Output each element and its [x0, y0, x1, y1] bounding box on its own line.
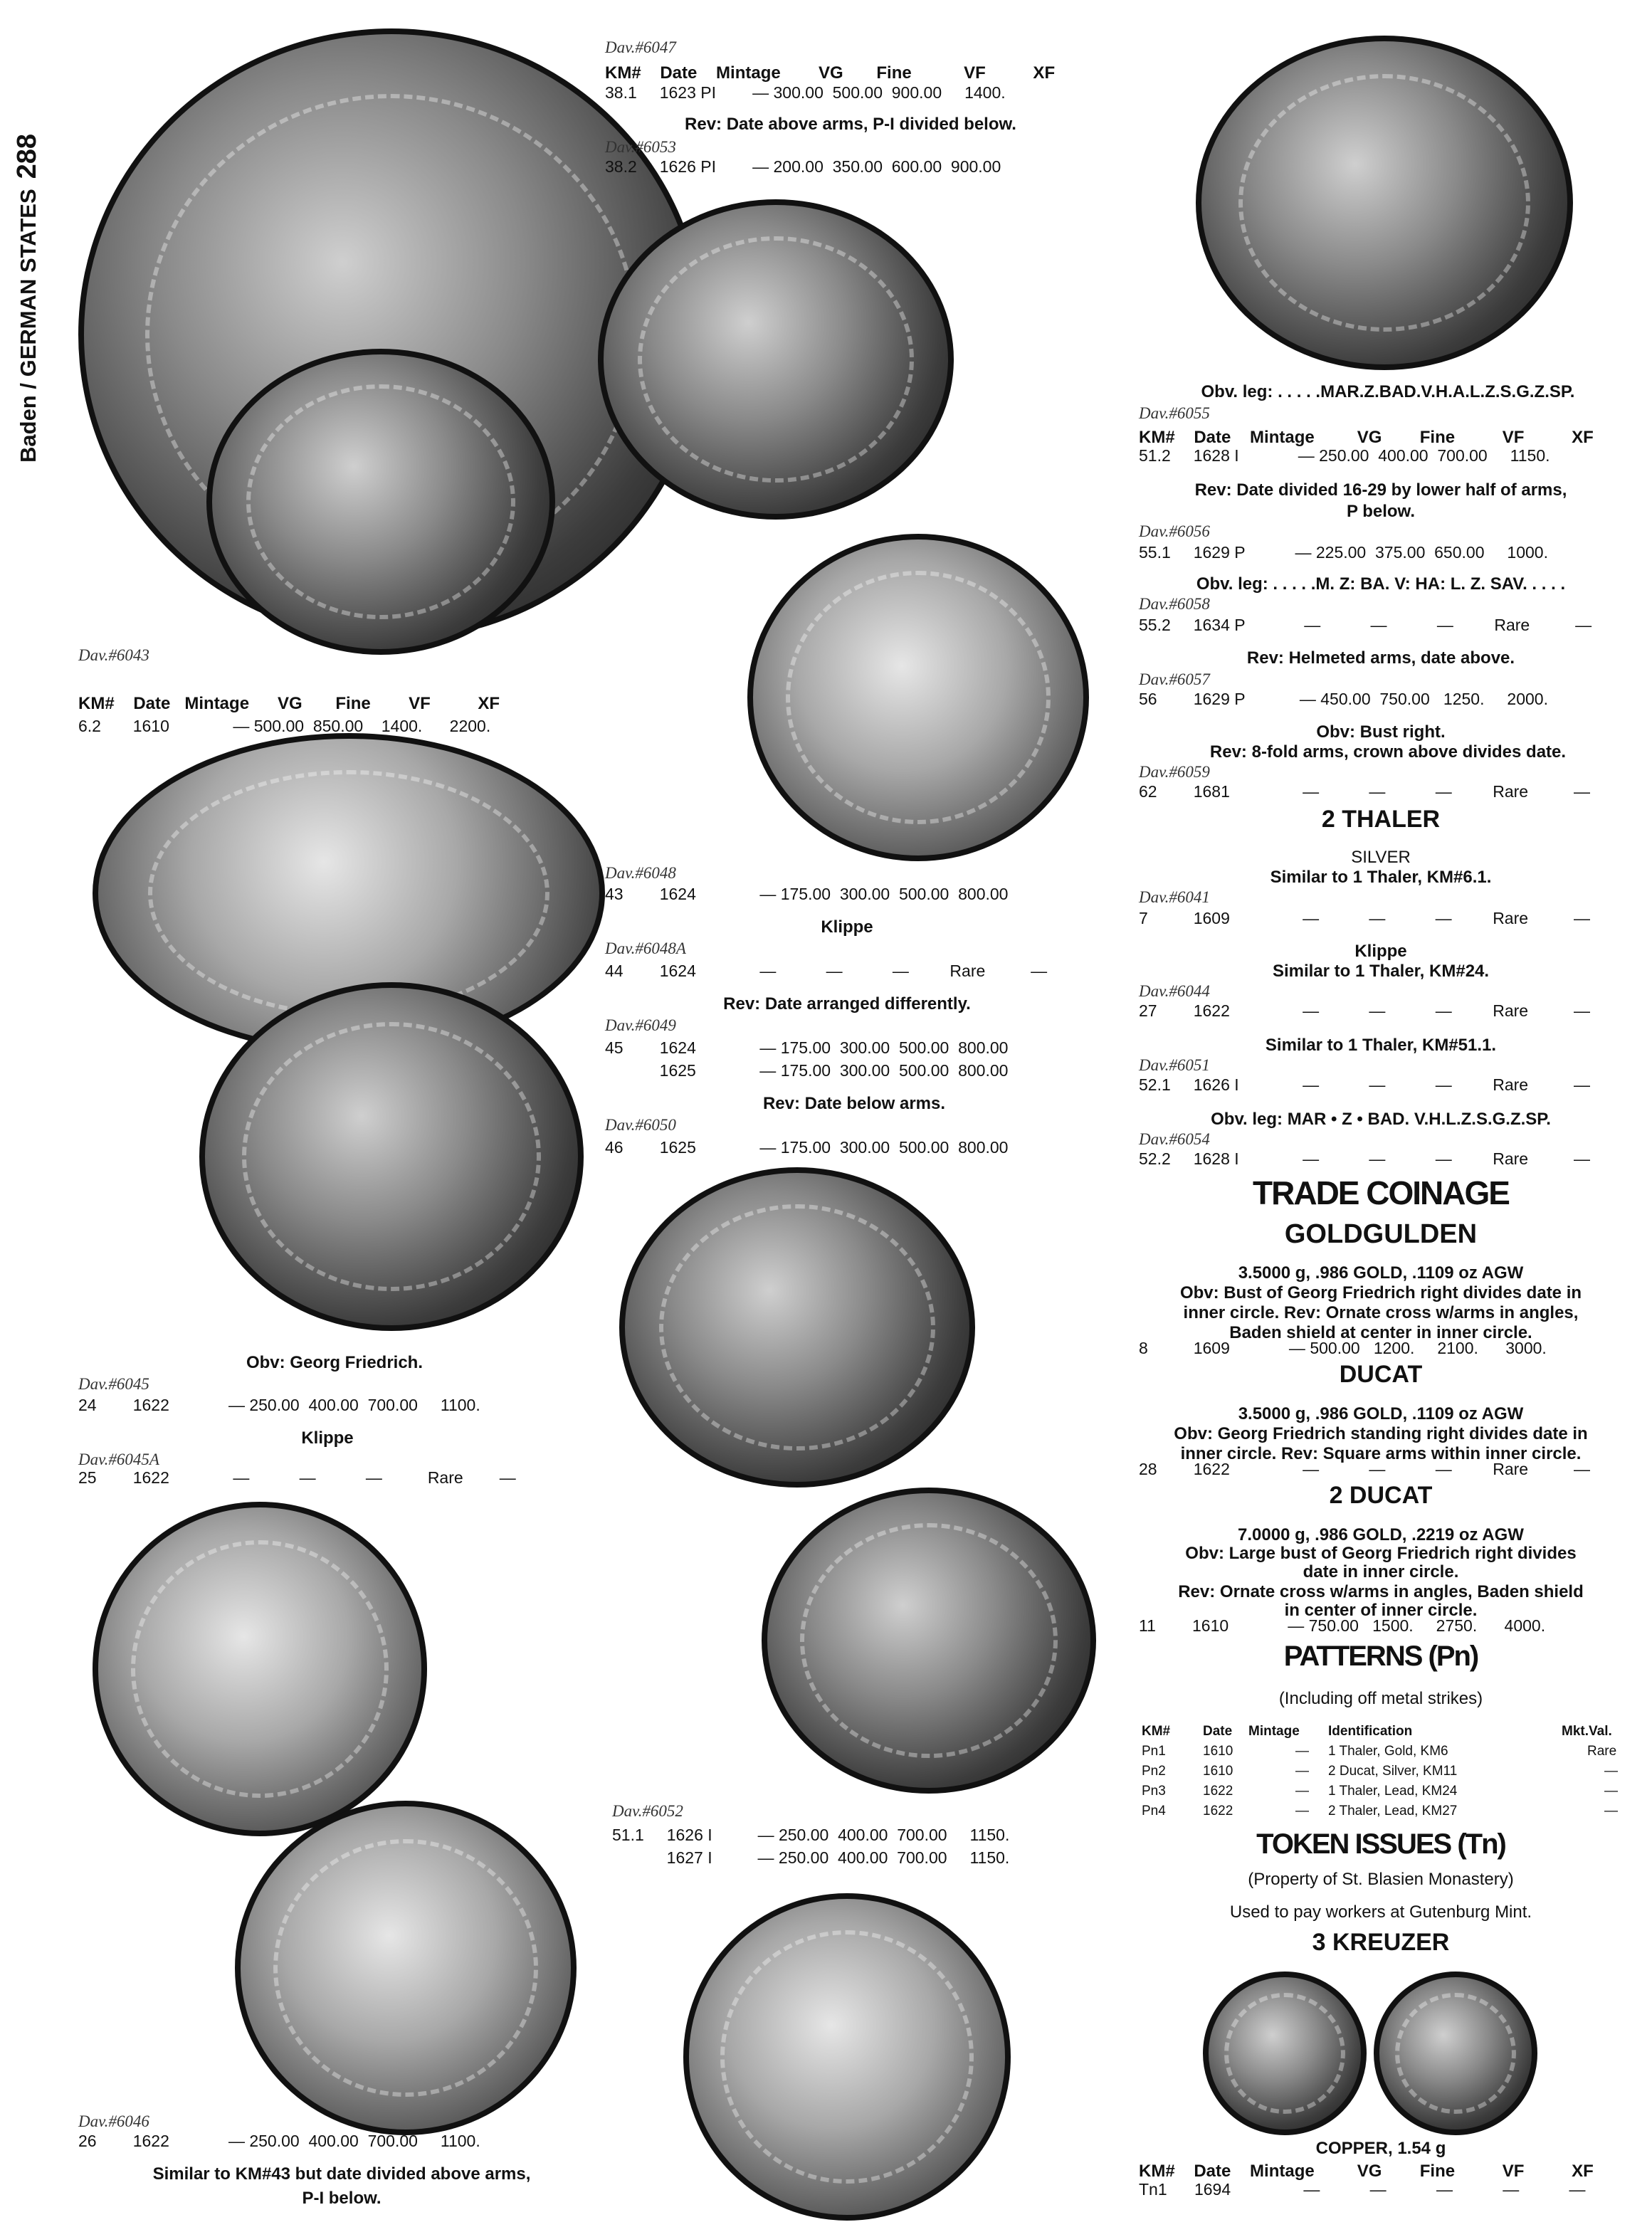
pattern-row-identification: 1 Thaler, Lead, KM24: [1328, 1784, 1458, 1799]
dav-6045a: Dav.#6045A: [78, 1452, 159, 1469]
heading-ducat: DUCAT: [1339, 1361, 1423, 1388]
heading-2-thaler: 2 THALER: [1321, 806, 1441, 833]
pattern-row-value: Rare: [1587, 1744, 1617, 1759]
2ducat-desc-3: Rev: Ornate cross w/arms in angles, Baden shield: [1178, 1581, 1584, 1601]
table-row-6056: 55.1 1629 P — 225.00 375.00 650.00 1000.: [1139, 545, 1548, 562]
caption-obv-bust: Obv: Bust right.: [1316, 722, 1446, 742]
token-usage-note: Used to pay workers at Gutenburg Mint.: [1229, 1902, 1532, 1922]
pattern-row-km: Pn4: [1142, 1804, 1166, 1819]
pattern-row-km: Pn1: [1142, 1744, 1166, 1759]
heading-token-issues: TOKEN ISSUES (Tn): [1256, 1829, 1505, 1860]
pattern-row-date: 1610: [1203, 1764, 1233, 1779]
note-6046-line2: P-I below.: [302, 2188, 382, 2208]
heading-trade-coinage: TRADE COINAGE: [1253, 1174, 1509, 1211]
dav-6057: Dav.#6057: [1139, 672, 1210, 689]
pattern-row-mintage: —: [1295, 1784, 1309, 1799]
dav-6056: Dav.#6056: [1139, 524, 1210, 541]
token-reverse: [1374, 1972, 1537, 2135]
table-header: KM# Date Mintage VG Fine VF XF: [1139, 427, 1594, 447]
pattern-header-mktval: Mkt.Val.: [1562, 1724, 1612, 1739]
pattern-row-value: —: [1604, 1804, 1618, 1819]
pattern-header-date: Date: [1203, 1724, 1233, 1739]
caption-rev-below: Rev: Date below arms.: [762, 1093, 946, 1113]
heading-3-kreuzer: 3 KREUZER: [1312, 1929, 1450, 1956]
dav-6048: Dav.#6048: [605, 865, 676, 883]
table-row-6046: 26 1622 — 250.00 400.00 700.00 1100.: [78, 2134, 480, 2151]
caption-klippe: Klippe: [301, 1428, 354, 1448]
pattern-header-identification: Identification: [1328, 1724, 1413, 1739]
table-row-6057: 56 1629 P — 450.00 750.00 1250. 2000.: [1139, 692, 1548, 709]
pattern-row-mintage: —: [1295, 1764, 1309, 1779]
pattern-row-date: 1622: [1203, 1784, 1233, 1799]
pattern-row-mintage: —: [1295, 1744, 1309, 1759]
pattern-row-mintage: —: [1295, 1804, 1309, 1819]
ducat-desc-1: Obv: Georg Friedrich standing right divides date in: [1174, 1423, 1588, 1443]
coin-reverse-6048: [747, 534, 1089, 861]
pattern-row-identification: 2 Ducat, Silver, KM11: [1328, 1764, 1458, 1779]
table-row-tn1: Tn1 1694 — — — — —: [1139, 2182, 1586, 2199]
caption-rev-differently: Rev: Date arranged differently.: [723, 994, 971, 1014]
ducat-spec: 3.5000 g, .986 GOLD, .1109 oz AGW: [1238, 1404, 1524, 1423]
obverse-legend-3: Obv. leg: MAR • Z • BAD. V.H.L.Z.S.G.Z.SP.: [1211, 1109, 1551, 1129]
table-row-6052-1627: 1627 I — 250.00 400.00 700.00 1150.: [612, 1851, 1010, 1868]
token-metal: COPPER, 1.54 g: [1315, 2138, 1446, 2158]
table-row-6048: 43 1624 — 175.00 300.00 500.00 800.00: [605, 887, 1009, 904]
caption-rev-1629-line1: Rev: Date divided 16-29 by lower half of arms,: [1194, 480, 1567, 500]
table-row-6053: 38.2 1626 PI — 200.00 350.00 600.00 900.00: [605, 159, 1001, 177]
pattern-row-date: 1622: [1203, 1804, 1233, 1819]
caption-rev-pi: Rev: Date above arms, P-I divided below.: [685, 114, 1016, 134]
2ducat-desc-2: date in inner circle.: [1303, 1562, 1459, 1581]
dav-6044: Dav.#6044: [1139, 984, 1210, 1001]
dav-6043: Dav.#6043: [78, 648, 149, 665]
caption-klippe: Klippe: [821, 917, 873, 937]
dav-6054: Dav.#6054: [1139, 1132, 1210, 1149]
coin-reverse-6052: [762, 1488, 1096, 1794]
obverse-legend-1: Obv. leg: . . . . .MAR.Z.BAD.V.H.A.L.Z.S.G.Z.SP.: [1201, 381, 1575, 401]
dav-6041: Dav.#6041: [1139, 890, 1210, 907]
2ducat-desc-4: in center of inner circle.: [1284, 1600, 1478, 1620]
table-row-6051: 52.1 1626 I — — — Rare —: [1139, 1078, 1590, 1095]
table-row-goldgulden: 8 1609 — 500.00 1200. 2100. 3000.: [1139, 1341, 1547, 1358]
table-header: KM# Date Mintage VG Fine VF XF: [605, 63, 1056, 83]
running-header: [13, 28, 56, 463]
caption-similar-51-1: Similar to 1 Thaler, KM#51.1.: [1265, 1035, 1497, 1055]
pattern-header-mintage: Mintage: [1248, 1724, 1300, 1739]
coin-obverse-6046: [93, 1502, 427, 1836]
pattern-row-value: —: [1604, 1764, 1618, 1779]
pattern-header-km: KM#: [1142, 1724, 1171, 1739]
coin-reverse-6046: [235, 1801, 577, 2135]
goldgulden-spec: 3.5000 g, .986 GOLD, .1109 oz AGW: [1238, 1263, 1524, 1283]
table-row-6044: 27 1622 — — — Rare —: [1139, 1004, 1590, 1021]
table-row-6050: 46 1625 — 175.00 300.00 500.00 800.00: [605, 1140, 1009, 1157]
table-row-ducat: 28 1622 — — — Rare —: [1139, 1462, 1590, 1479]
dav-6052: Dav.#6052: [612, 1804, 683, 1821]
token-obverse: [1203, 1972, 1367, 2135]
dav-6045: Dav.#6045: [78, 1376, 149, 1394]
dav-6058: Dav.#6058: [1139, 596, 1210, 614]
obverse-legend-2: Obv. leg: . . . . .M. Z: BA. V: HA: L. Z. SAV. . . . .: [1196, 574, 1566, 594]
dav-6059: Dav.#6059: [1139, 764, 1210, 781]
table-row-6058: 55.2 1634 P — — — Rare —: [1139, 618, 1592, 635]
pattern-row-identification: 1 Thaler, Gold, KM6: [1328, 1744, 1448, 1759]
table-row-6045a: 25 1622 — — — Rare —: [78, 1470, 516, 1488]
table-row-6054: 52.2 1628 I — — — Rare —: [1139, 1152, 1590, 1169]
patterns-subtitle: (Including off metal strikes): [1278, 1688, 1483, 1708]
dav-6048a: Dav.#6048A: [605, 941, 686, 958]
goldgulden-desc-2: inner circle. Rev: Ornate cross w/arms in angles,: [1183, 1302, 1579, 1322]
pattern-row-date: 1610: [1203, 1744, 1233, 1759]
goldgulden-desc-1: Obv: Bust of Georg Friedrich right divides date in: [1179, 1283, 1582, 1302]
table-row-6059: 62 1681 — — — Rare —: [1139, 784, 1590, 801]
dav-6047: Dav.#6047: [605, 40, 676, 57]
dav-6055: Dav.#6055: [1139, 406, 1210, 423]
table-row-6052-1626: 51.1 1626 I — 250.00 400.00 700.00 1150.: [612, 1828, 1010, 1845]
heading-goldgulden: GOLDGULDEN: [1284, 1220, 1478, 1250]
coin-reverse-6045: [199, 982, 584, 1331]
coin-obverse-bottom: [683, 1893, 1011, 2221]
dav-6050: Dav.#6050: [605, 1117, 676, 1135]
dav-6049: Dav.#6049: [605, 1018, 676, 1035]
metal-silver: SILVER: [1351, 847, 1411, 867]
dav-6053: Dav.#6053: [605, 140, 676, 157]
coin-obverse-6052: [619, 1167, 975, 1488]
caption-similar-24: Similar to 1 Thaler, KM#24.: [1272, 961, 1490, 981]
pattern-row-km: Pn2: [1142, 1764, 1166, 1779]
caption-obverse: Obv: Georg Friedrich.: [246, 1352, 423, 1372]
caption-similar-6-1: Similar to 1 Thaler, KM#6.1.: [1270, 867, 1492, 887]
caption-klippe: Klippe: [1354, 941, 1407, 961]
pattern-row-identification: 2 Thaler, Lead, KM27: [1328, 1804, 1458, 1819]
caption-rev-8fold: Rev: 8-fold arms, crown above divides date.: [1209, 742, 1567, 762]
2ducat-desc-1: Obv: Large bust of Georg Friedrich right divides: [1185, 1543, 1577, 1563]
pattern-row-value: —: [1604, 1784, 1618, 1799]
heading-patterns: PATTERNS (Pn): [1283, 1641, 1478, 1673]
table-row-6055: 51.2 1628 I — 250.00 400.00 700.00 1150.: [1139, 448, 1550, 465]
coin-reverse-6043: [206, 349, 555, 655]
pattern-row-km: Pn3: [1142, 1784, 1166, 1799]
table-row-6048a: 44 1624 — — — Rare —: [605, 964, 1048, 981]
page-number: 288: [13, 133, 43, 179]
heading-2-ducat: 2 DUCAT: [1329, 1482, 1433, 1509]
table-row-6049-1624: 45 1624 — 175.00 300.00 500.00 800.00: [605, 1041, 1009, 1058]
table-row-cut: 6.2 1610 — 500.00 850.00 1400. 2200.: [78, 719, 491, 736]
dav-6051: Dav.#6051: [1139, 1058, 1210, 1075]
caption-rev-helmeted: Rev: Helmeted arms, date above.: [1246, 648, 1515, 668]
table-row-2ducat: 11 1610 — 750.00 1500. 2750. 4000.: [1139, 1618, 1546, 1636]
table-header: KM# Date Mintage VG Fine VF XF: [1139, 2161, 1594, 2181]
coin-reverse-6055: [1196, 36, 1573, 370]
table-row-6041: 7 1609 — — — Rare —: [1139, 911, 1590, 928]
goldgulden-desc-3: Baden shield at center in inner circle.: [1229, 1322, 1532, 1342]
table-row-6045: 24 1622 — 250.00 400.00 700.00 1100.: [78, 1398, 480, 1415]
table-row-6047: 38.1 1623 PI — 300.00 500.00 900.00 1400.: [605, 85, 1006, 102]
2ducat-spec: 7.0000 g, .986 GOLD, .2219 oz AGW: [1238, 1525, 1524, 1544]
ducat-desc-2: inner circle. Rev: Square arms within inner circle.: [1180, 1443, 1582, 1463]
token-subtitle: (Property of St. Blasien Monastery): [1248, 1869, 1514, 1889]
dav-6046: Dav.#6046: [78, 2114, 149, 2131]
caption-rev-1629-line2: P below.: [1346, 501, 1415, 521]
coin-obverse-6048: [598, 199, 954, 520]
note-6046-line1: Similar to KM#43 but date divided above arms,: [152, 2164, 531, 2184]
section-title: Baden / GERMAN STATES: [17, 189, 41, 463]
table-header: KM# Date Mintage VG Fine VF XF: [78, 693, 500, 713]
table-row-6049-1625: 1625 — 175.00 300.00 500.00 800.00: [605, 1063, 1009, 1080]
